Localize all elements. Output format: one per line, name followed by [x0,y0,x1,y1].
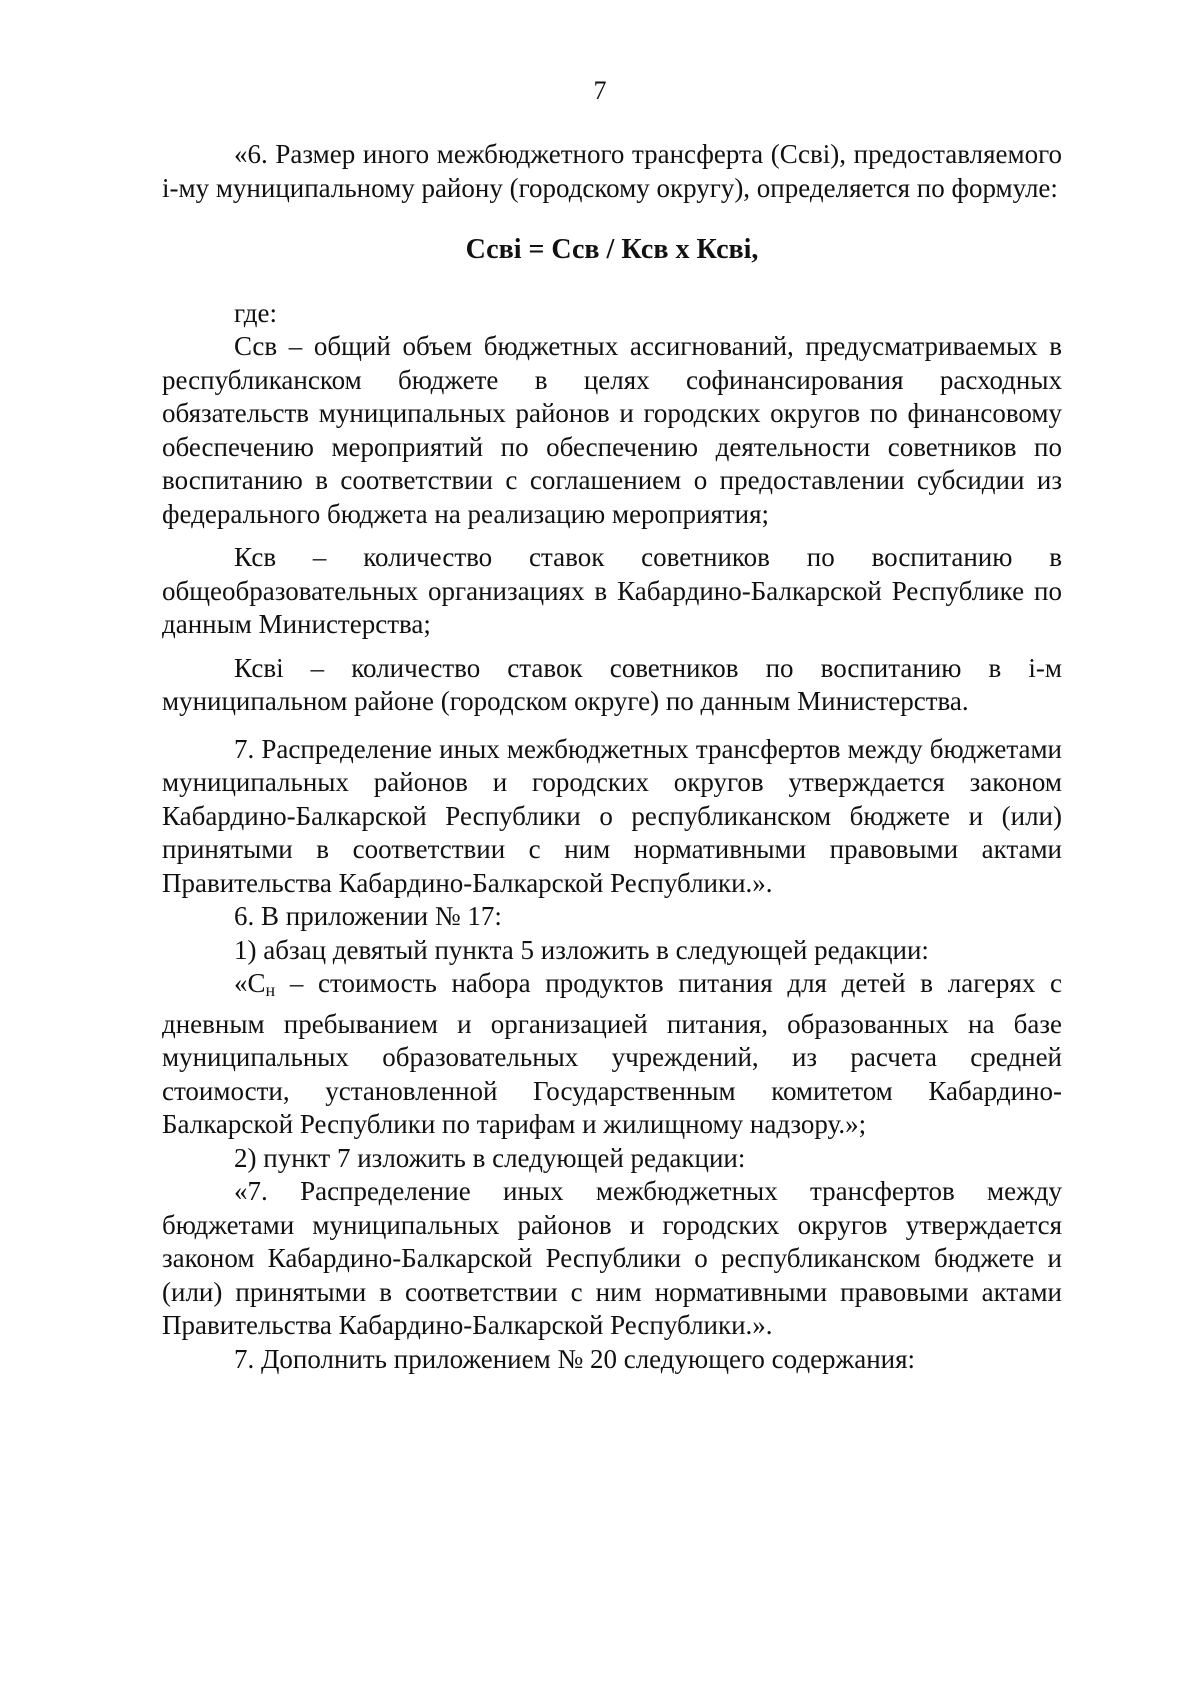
item-7-appendix-20: 7. Дополнить приложением № 20 следующего содержания: [234,1343,916,1374]
cn-subscript: н [265,980,276,1000]
document-body [162,138,1062,1376]
paragraph-7-distribution: 7. Распределение иных межбюджетных трансфертов между бюджетами муниципальных районов и городских округов утверждается законом Кабардино-Балкарской Республики о республиканском бюджете и (или) принятыми в соответствии с ним нормативными правовыми актами Правительства Кабардино-Балкарской Республики.». [162,733,1062,898]
formula: Ссвi = Ссв / Ксв х Ксвi, [465,234,759,265]
definition-cn [162,967,1062,1142]
where-label: где: [234,297,277,328]
item-6-subitem-1: 1) абзац девятый пункта 5 изложить в следующей редакции: [234,934,929,965]
definition-ksvi: Ксвi – количество ставок советников по воспитанию в i-м муниципальном районе (городском округе) по данным Министерства. [162,652,1062,716]
item-6-appendix-17: 6. В приложении № 17: [234,901,502,931]
definition-ssv: Ссв – общий объем бюджетных ассигнований, предусматриваемых в республиканском бюджете в целях софинансирования расходных обязательств муниципальных районов и городских округов по финансовому обеспечению мероприятий по обеспечению деятельности советников по воспитанию в соответствии с соглашением о предоставлении субсидии из федерального бюджета на реализацию мероприятия; [162,331,1062,529]
paragraph-7-distribution-new: «7. Распределение иных межбюджетных трансфертов между бюджетами муниципальных районов и городских округов утверждается законом Кабардино-Балкарской Республики о республиканском бюджете и (или) принятыми в соответствии с ним нормативными правовыми актами Правительства Кабардино-Балкарской Республики.». [162,1176,1062,1340]
paragraph-6-size-formula-intro: «6. Размер иного межбюджетного трансферта (Ссвi), предоставляемого i-му муниципальному району (городскому округу), определяется по формуле: [162,139,1062,203]
page-number: 7 [593,76,607,105]
definition-ksv: Ксв – количество ставок советников по воспитанию в общеобразовательных организациях в Кабардино-Балкарской Республике по данным Министерства; [162,542,1062,639]
item-6-subitem-2: 2) пункт 7 изложить в следующей редакции: [234,1142,746,1173]
cn-open: «С [234,968,266,998]
cn-text: – стоимость набора продуктов питания для детей в лагерях с дневным пребыванием и организацией питания, образованных на базе муниципальных образовательных учреждений, из расчета средней стоимости, установленной Государственным комитетом Кабардино-Балкарской Республики по тарифам и жилищному надзору.»; [162,968,1062,1139]
